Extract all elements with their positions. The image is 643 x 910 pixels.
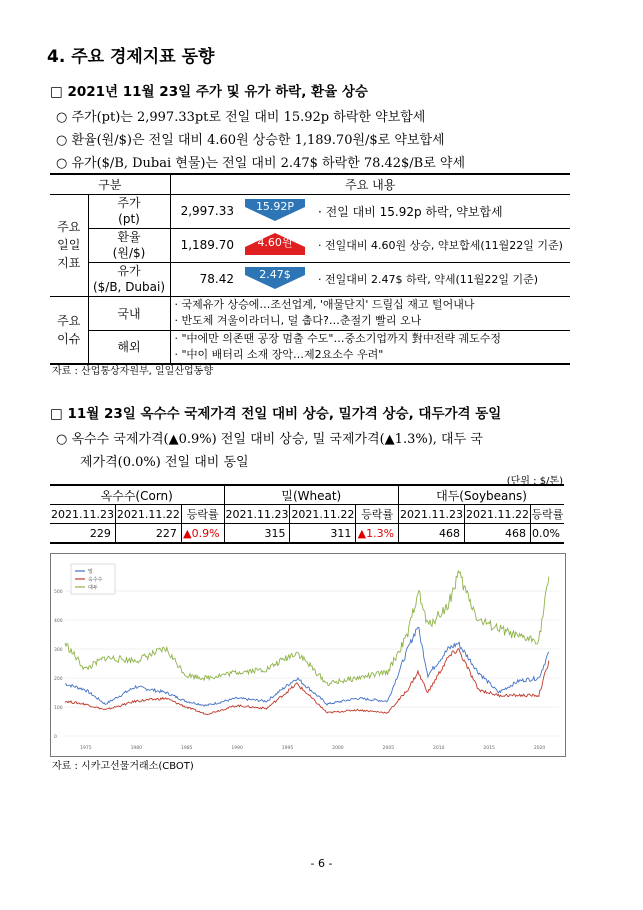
- subhead: 2021.11.22: [290, 505, 356, 524]
- y-tick-label: 100: [54, 706, 63, 711]
- grain-price-table: [50, 484, 564, 544]
- x-tick-label: 1990: [231, 746, 243, 751]
- value-cell: 468: [465, 524, 531, 544]
- s1-bullet-3: ○ 유가($/B, Dubai 현물)는 전일 대비 2.47$ 하락한 78.42$/B로 약세: [56, 156, 466, 171]
- row-name: 유가 ($/B, Dubai): [88, 262, 170, 296]
- group-issues: 주요 이슈: [50, 296, 88, 364]
- down-arrow-icon: 15.92P: [243, 199, 307, 221]
- up-arrow-icon: 4.60원: [243, 233, 307, 255]
- subhead: 등락률: [530, 505, 564, 524]
- s2-heading: □ 11월 23일 옥수수 국제가격 전일 대비 상승, 밀가격 상승, 대두가격 동일: [50, 406, 502, 422]
- value-cell: 468: [399, 524, 465, 544]
- issue-line: · 반도체 겨울이라더니, 덜 춥다?…춘절기 빨리 오나: [174, 314, 422, 327]
- row-desc: · 전일대비 4.60원 상승, 약보합세(11월22일 기준): [312, 228, 570, 262]
- grain-group: 밀(Wheat): [224, 485, 399, 505]
- issue-name: 국내: [88, 296, 170, 330]
- th-class: 구분: [50, 174, 170, 194]
- subhead: 2021.11.22: [465, 505, 531, 524]
- grain-price-chart: [50, 553, 566, 757]
- value-cell: 227: [115, 524, 181, 544]
- subhead: 2021.11.23: [224, 505, 290, 524]
- y-tick-label: 400: [54, 619, 63, 624]
- change-cell: 0.0%: [530, 524, 564, 544]
- down-arrow-icon: 2.47$: [243, 267, 307, 289]
- s2-source: 자료 : 시카고선물거래소(CBOT): [52, 761, 194, 772]
- s1-bullet-1: ○ 주가(pt)는 2,997.33pt로 전일 대비 15.92p 하락한 약보합세: [56, 110, 426, 125]
- indicator-table: [50, 173, 570, 365]
- group-daily: 주요 일일 지표: [50, 194, 88, 296]
- issue-line: · "中에만 의존땐 공장 멈출 수도"…중소기업까지 對中전략 궤도수정: [174, 331, 501, 345]
- issue-line: · 국제유가 상승에…조선업계, '애물단지' 드릴십 재고 털어내나: [174, 298, 475, 311]
- row-name: 환율 (원/$): [88, 228, 170, 262]
- section-title: 4. 주요 경제지표 동향: [47, 47, 215, 67]
- legend-label: 대두: [88, 585, 98, 591]
- subhead: 등락률: [356, 505, 399, 524]
- x-tick-label: 2015: [483, 746, 495, 751]
- s1-source: 자료 : 산업통상자원부, 일일산업동향: [52, 366, 213, 377]
- y-tick-label: 300: [54, 648, 63, 653]
- grain-group: 옥수수(Corn): [50, 485, 224, 505]
- subhead: 2021.11.22: [115, 505, 181, 524]
- value-cell: 311: [290, 524, 356, 544]
- y-tick-label: 0: [54, 735, 57, 740]
- x-tick-label: 1995: [281, 746, 294, 751]
- row-value: 2,997.33: [170, 194, 238, 228]
- row-desc: · 전일 대비 15.92p 하락, 약보합세: [312, 194, 570, 228]
- value-cell: 229: [50, 524, 115, 544]
- x-tick-label: 2005: [382, 746, 395, 751]
- page-number: - 6 -: [310, 857, 333, 870]
- th-content: 주요 내용: [170, 174, 570, 194]
- legend-label: 옥수수: [88, 577, 103, 583]
- s2-bullet-l1: ○ 옥수수 국제가격(▲0.9%) 전일 대비 상승, 밀 국제가격(▲1.3%), 대두 국: [56, 432, 483, 447]
- value-cell: 315: [224, 524, 290, 544]
- grain-group: 대두(Soybeans): [399, 485, 564, 505]
- x-tick-label: 2000: [332, 746, 344, 751]
- series-line-1: [65, 649, 549, 715]
- x-tick-label: 1980: [130, 746, 143, 751]
- y-tick-label: 200: [54, 677, 63, 682]
- series-line-0: [65, 627, 549, 706]
- x-tick-label: 1975: [80, 746, 92, 751]
- subhead: 2021.11.23: [399, 505, 465, 524]
- x-tick-label: 1985: [180, 746, 193, 751]
- x-tick-label: 2020: [533, 746, 546, 751]
- row-value: 78.42: [170, 262, 238, 296]
- row-desc: · 전일대비 2.47$ 하락, 약세(11월22일 기준): [312, 262, 570, 296]
- issue-line: · "中이 배터리 소재 장악…제2요소수 우려": [174, 347, 384, 361]
- subhead: 2021.11.23: [50, 505, 115, 524]
- x-tick-label: 2010: [433, 746, 445, 751]
- row-value: 1,189.70: [170, 228, 238, 262]
- issue-name: 해외: [88, 330, 170, 364]
- change-cell: ▲1.3%: [356, 524, 399, 544]
- row-name: 주가 (pt): [88, 194, 170, 228]
- s1-bullet-2: ○ 환율(원/$)은 전일 대비 4.60원 상승한 1,189.70원/$로 약보합세: [56, 133, 445, 148]
- unit-label: (단위 : $/톤): [506, 476, 563, 487]
- subhead: 등락률: [181, 505, 224, 524]
- y-tick-label: 500: [54, 590, 63, 595]
- s2-bullet-l2: 제가격(0.0%) 전일 대비 동일: [80, 455, 249, 470]
- legend-label: 밀: [88, 569, 93, 575]
- s1-heading: □ 2021년 11월 23일 주가 및 유가 하락, 환율 상승: [50, 84, 368, 100]
- change-cell: ▲0.9%: [181, 524, 224, 544]
